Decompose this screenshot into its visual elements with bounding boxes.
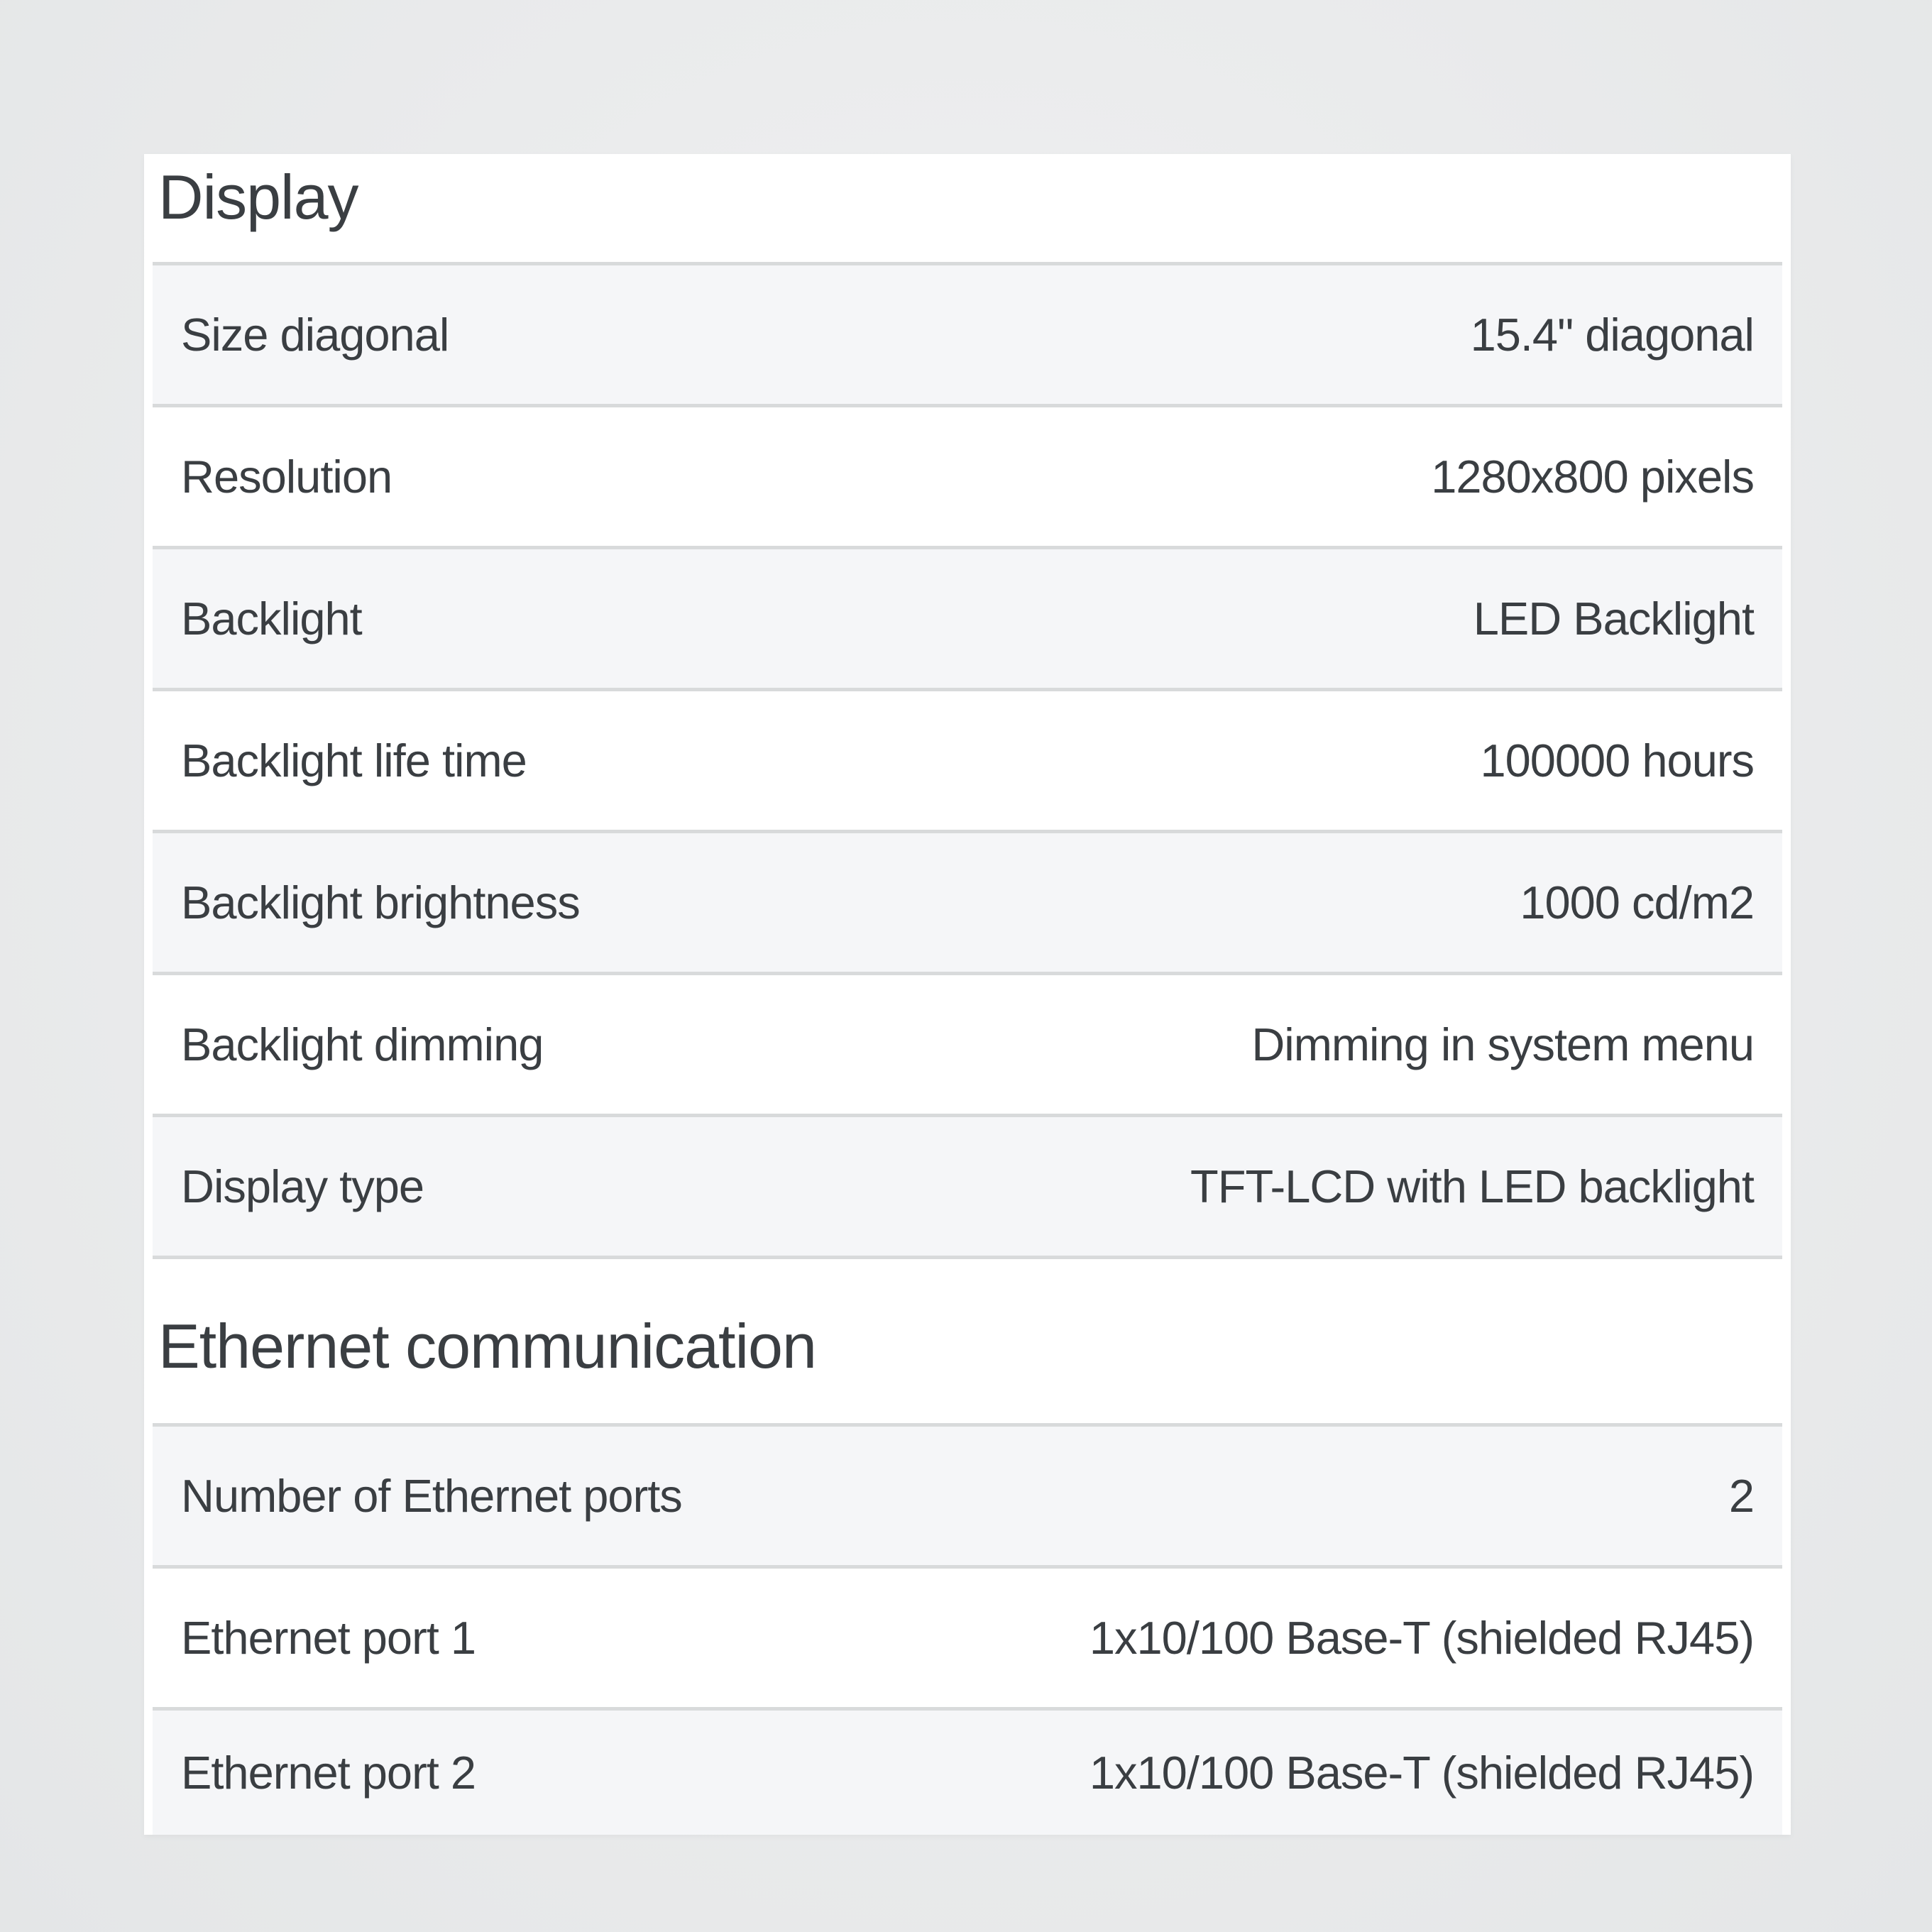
row-label: Ethernet port 2 (181, 1747, 476, 1799)
row-label: Ethernet port 1 (181, 1612, 476, 1664)
row-value: LED Backlight (1473, 593, 1754, 644)
spec-row (153, 404, 1782, 546)
spec-row (153, 972, 1782, 1114)
section-heading-display: Display (158, 162, 358, 232)
row-label: Resolution (181, 451, 393, 503)
row-value: 1x10/100 Base-T (shielded RJ45) (1089, 1612, 1754, 1664)
row-value: 1280x800 pixels (1431, 451, 1754, 503)
row-label: Backlight brightness (181, 877, 580, 928)
spec-card (144, 154, 1791, 1835)
spec-row (153, 688, 1782, 830)
spec-row (153, 262, 1782, 404)
row-label: Backlight (181, 593, 362, 644)
section-ethernet-communication (153, 1256, 1782, 1835)
row-value: Dimming in system menu (1251, 1019, 1754, 1070)
row-value: 1000 cd/m2 (1520, 877, 1754, 928)
spec-row (153, 1114, 1782, 1256)
spec-row (153, 1707, 1782, 1835)
row-value: 15.4" diagonal (1470, 309, 1754, 361)
row-value: 2 (1728, 1470, 1754, 1522)
row-label: Backlight dimming (181, 1019, 544, 1070)
row-value: 100000 hours (1480, 735, 1754, 786)
section-heading-ethernet-communication: Ethernet communication (153, 1256, 1782, 1423)
row-label: Display type (181, 1160, 424, 1212)
row-label: Number of Ethernet ports (181, 1470, 682, 1522)
row-label: Backlight life time (181, 735, 527, 786)
spec-row (153, 1565, 1782, 1707)
row-value: 1x10/100 Base-T (shielded RJ45) (1089, 1747, 1754, 1799)
row-label: Size diagonal (181, 309, 449, 361)
spec-row (153, 1423, 1782, 1565)
row-value: TFT-LCD with LED backlight (1190, 1160, 1754, 1212)
section-display (153, 154, 1782, 1256)
spec-row (153, 830, 1782, 972)
spec-row (153, 546, 1782, 688)
